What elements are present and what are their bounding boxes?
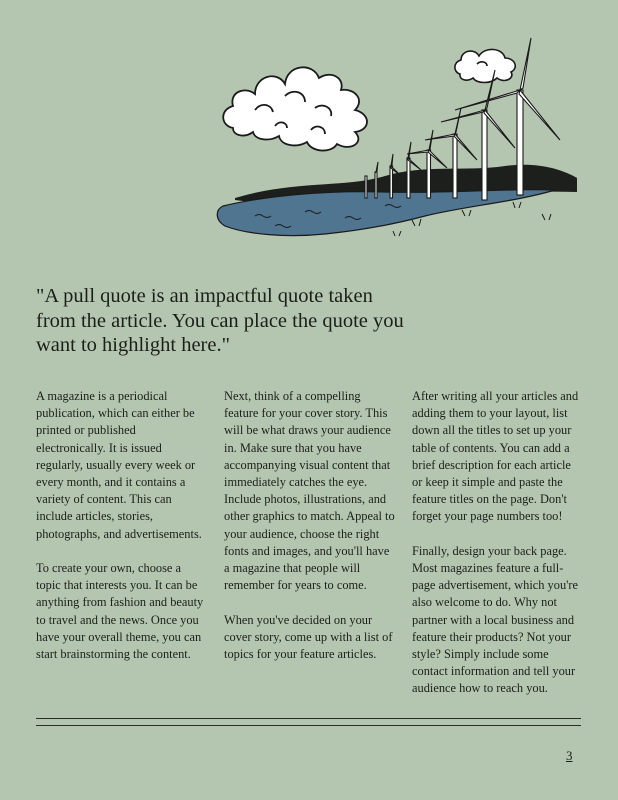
divider-line <box>36 725 581 726</box>
page-number: 3 <box>566 748 573 763</box>
article-column-1 <box>36 388 208 715</box>
pull-quote: "A pull quote is an impactful quote taken from the article. You can place the quote you want to highlight here." <box>36 285 404 356</box>
paragraph: A magazine is a periodical publication, which can either be printed or published electronically. It is issued regularly, usually every week or every month, and it contains a variety of content. This can include articles, stories, photographs, and advertisements. <box>36 389 202 541</box>
paragraph: When you've decided on your cover story, come up with a list of topics for your feature articles. <box>224 612 393 662</box>
article-column-2 <box>224 388 396 715</box>
article-column-3 <box>412 388 584 715</box>
paragraph: Next, think of a compelling feature for your cover story. This will be what draws your audience in. Make sure that you have accompanying visual content that immediately catches the eye. Include photos, illustrations, and other graphics to match. Appeal to your audience, choose the right fonts and images, and you'll have a magazine that people will remember for years to come. <box>224 389 395 593</box>
divider-line <box>36 718 581 719</box>
cloud-icon <box>223 67 367 150</box>
small-cloud-icon <box>455 49 515 82</box>
wind-turbines-landscape-icon <box>215 30 595 245</box>
paragraph: After writing all your articles and adding them to your layout, list down all the titles to set up your table of contents. You can add a brief description for each article or keep it simple and paste the feature titles on the page. Don't forget your page numbers too! <box>412 389 579 524</box>
paragraph: To create your own, choose a topic that interests you. It can be anything from fashion and beauty to travel and the news. Once you have your overall theme, you can start brainstorming the content. <box>36 561 204 662</box>
article-columns <box>36 388 584 715</box>
paragraph: Finally, design your back page. Most magazines feature a full-page advertisement, which you're also welcome to do. Why not partner with a local business and feature their products? Not your style? Simply include some contact information and tell your audience how to reach you. <box>412 543 579 696</box>
